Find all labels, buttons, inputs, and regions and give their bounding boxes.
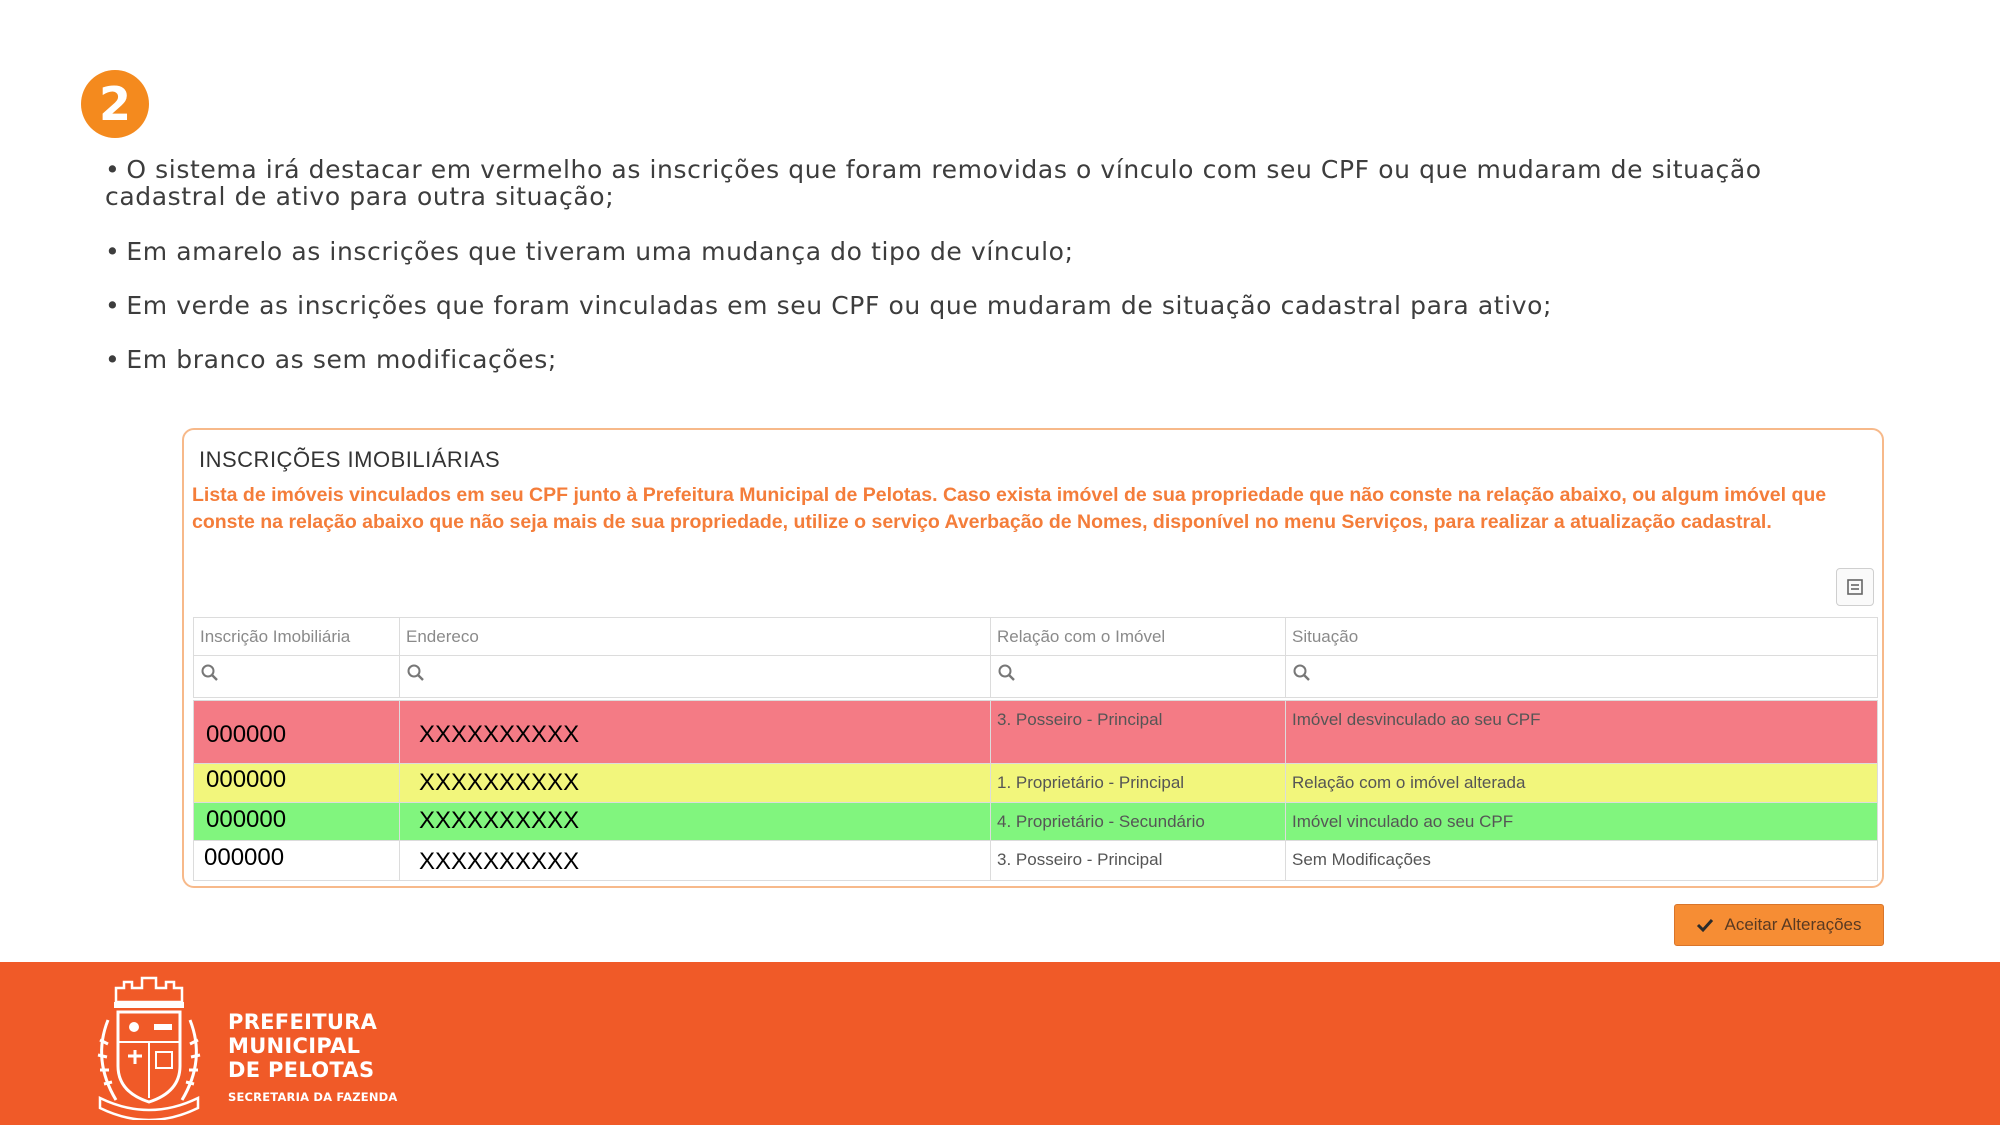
table-row-changed[interactable] [194,764,1878,803]
table-header-row [194,618,1878,656]
cell-situacao: Relação com o imóvel alterada [1286,764,1878,803]
registrations-table [193,617,1878,881]
cell-endereco: XXXXXXXXXX [400,841,991,881]
cell-relacao: 3. Posseiro - Principal [991,701,1286,764]
cell-relacao: 4. Proprietário - Secundário [991,803,1286,841]
instruction-text: O sistema irá destacar em vermelho as inscrições que foram removidas o vínculo com seu CPF ou que mudaram de situação [126,155,1762,184]
bullet-marker: • [105,345,121,374]
brand-line-3: DE PELOTAS [228,1058,375,1082]
column-header-situacao[interactable]: Situação [1286,618,1878,656]
instruction-green [105,292,1552,320]
instruction-text: Em verde as inscrições que foram vinculadas em seu CPF ou que mudaram de situação cadastral para ativo; [126,291,1553,320]
column-header-inscricao[interactable]: Inscrição Imobiliária [194,618,400,656]
property-registrations-panel [182,428,1884,888]
accept-changes-label: Aceitar Alterações [1724,915,1862,934]
filter-situacao[interactable] [1286,656,1878,698]
instruction-text: cadastral de ativo para outra situação; [105,182,615,211]
instruction-text: Em amarelo as inscrições que tiveram uma mudança do tipo de vínculo; [126,237,1074,266]
filter-relacao[interactable] [991,656,1286,698]
bullet-marker: • [105,155,121,184]
accept-changes-button[interactable] [1674,904,1884,946]
search-icon [406,663,426,683]
bullet-marker: • [105,291,121,320]
export-button[interactable] [1836,568,1874,606]
coat-of-arms-logo [86,970,212,1120]
instruction-yellow [105,238,1074,266]
bullet-marker: • [105,237,121,266]
cell-situacao: Imóvel desvinculado ao seu CPF [1286,701,1878,764]
column-header-endereco[interactable]: Endereco [400,618,991,656]
filter-endereco[interactable] [400,656,991,698]
cell-relacao: 1. Proprietário - Principal [991,764,1286,803]
panel-description: Lista de imóveis vinculados em seu CPF junto à Prefeitura Municipal de Pelotas. Caso exista imóvel de sua propriedade que não conste na relação abaixo, ou algum imóvel que conste na relação abaixo que não seja mais de sua propriedade, utilize o serviço Averbação de Nomes, disponível no menu Serviços, para realizar a atualização cadastral. [192,484,1827,533]
check-icon [1696,917,1714,933]
brand-line-1: PREFEITURA [228,1010,378,1034]
cell-inscricao: 000000 [194,764,400,803]
instruction-red [105,156,1762,184]
filter-row [194,656,1878,698]
step-number-badge: 2 [81,70,149,138]
brand-block [228,1010,398,1104]
search-icon [997,663,1017,683]
cell-inscricao: 000000 [194,841,400,881]
filter-inscricao[interactable] [194,656,400,698]
instruction-white [105,346,557,374]
instruction-text: Em branco as sem modificações; [126,345,557,374]
cell-endereco: XXXXXXXXXX [400,803,991,841]
column-header-relacao[interactable]: Relação com o Imóvel [991,618,1286,656]
cell-inscricao: 000000 [194,803,400,841]
instruction-red-continued [105,183,614,211]
search-icon [1292,663,1312,683]
footer-bar [0,962,2000,1125]
cell-situacao: Sem Modificações [1286,841,1878,881]
brand-subtitle: SECRETARIA DA FAZENDA [228,1090,398,1104]
cell-situacao: Imóvel vinculado ao seu CPF [1286,803,1878,841]
cell-inscricao: 000000 [194,701,400,764]
export-icon [1845,577,1865,597]
cell-endereco: XXXXXXXXXX [400,701,991,764]
brand-line-2: MUNICIPAL [228,1034,361,1058]
table-row-added[interactable] [194,803,1878,841]
search-icon [200,663,220,683]
cell-relacao: 3. Posseiro - Principal [991,841,1286,881]
cell-endereco: XXXXXXXXXX [400,764,991,803]
table-row-removed[interactable] [194,701,1878,764]
panel-title: INSCRIÇÕES IMOBILIÁRIAS [199,447,501,472]
table-row-unchanged[interactable] [194,841,1878,881]
